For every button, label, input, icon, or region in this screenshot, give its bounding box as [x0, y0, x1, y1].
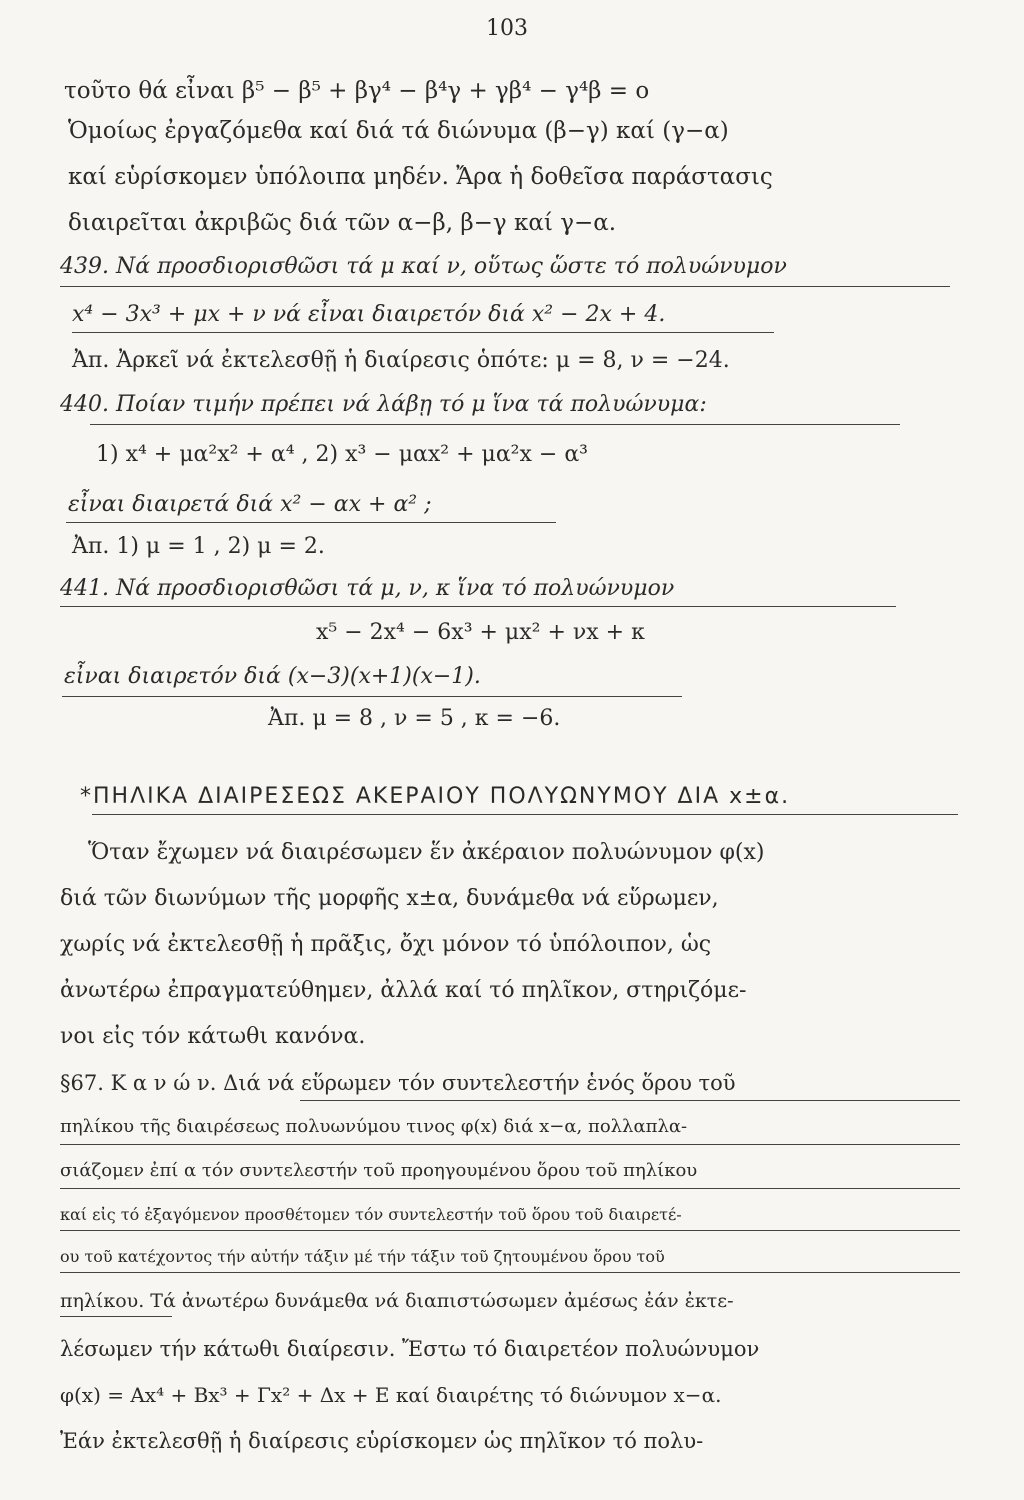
rule-para-line-7: λέσωμεν τήν κάτωθι διαίρεσιν. Ἔστω τό διαιρετέον πολυώνυμον [60, 1337, 760, 1361]
underline-439a [60, 286, 950, 287]
page-number: 103 [486, 16, 528, 41]
rule-para-line-9: Ἐάν ἐκτελεσθῇ ἡ διαίρεσις εὑρίσκομεν ὡς πηλῖκον τό πολυ- [60, 1429, 704, 1453]
rule-underline-4 [60, 1230, 960, 1231]
para-line-1: Ὅταν ἔχωμεν νά διαιρέσωμεν ἕν ἀκέραιον πολυώνυμον φ(x) [88, 840, 765, 865]
underline-440a [90, 424, 900, 425]
underline-441a [60, 606, 896, 607]
exercise-441-polynomial: x⁵ − 2x⁴ − 6x³ + μx² + νx + κ [316, 620, 645, 645]
underline-441b [62, 696, 682, 697]
underline-440b [66, 522, 556, 523]
para-line-4: ἀνωτέρω ἐπραγματεύθημεν, ἀλλά καί τό πηλῖκον, στηριζόμε- [60, 978, 747, 1003]
rule-underline-3 [60, 1188, 960, 1189]
exercise-440-title: 440. Ποίαν τιμήν πρέπει νά λάβῃ τό μ ἵνα τά πολυώνυμα: [60, 392, 707, 417]
rule-para-line-5: ου τοῦ κατέχοντος τήν αὐτήν τάξιν μέ τήν τάξιν τοῦ ζητουμένου ὅρου τοῦ [60, 1247, 665, 1266]
text-line-1: τοῦτο θά εἶναι β⁵ − β⁵ + βγ⁴ − β⁴γ + γβ⁴ − γ⁴β = ο [64, 78, 650, 104]
exercise-440-question: εἶναι διαιρετά διά x² − αx + α² ; [68, 492, 432, 517]
rule-underline-2 [60, 1144, 960, 1145]
para-line-2: διά τῶν διωνύμων τῆς μορφῆς x±α, δυνάμεθα νά εὕρωμεν, [60, 886, 719, 911]
text-line-3: καί εὑρίσκομεν ὑπόλοιπα μηδέν. Ἄρα ἡ δοθεῖσα παράστασις [68, 164, 773, 190]
answer-441: Ἀπ. μ = 8 , ν = 5 , κ = −6. [268, 706, 561, 731]
para-line-3: χωρίς νά ἐκτελεσθῇ ἡ πρᾶξις, ὄχι μόνον τό ὑπόλοιπον, ὡς [60, 932, 712, 957]
rule-underline-6 [60, 1316, 172, 1317]
section-heading: *ΠΗΛΙΚΑ ΔΙΑΙΡΕΣΕΩΣ ΑΚΕΡΑΙΟΥ ΠΟΛΥΩΝΥΜΟΥ ΔΙΑ x±α. [80, 784, 791, 809]
exercise-441-divisor: εἶναι διαιρετόν διά (x−3)(x+1)(x−1). [64, 664, 481, 689]
section-heading-underline [92, 814, 958, 815]
exercise-439-polynomial: x⁴ − 3x³ + μx + ν νά εἶναι διαιρετόν διά x² − 2x + 4. [72, 302, 666, 327]
rule-para-line-8: φ(x) = Ax⁴ + Bx³ + Γx² + Δx + E καί διαιρέτης τό διώνυμον x−α. [60, 1383, 722, 1407]
rule-para-line-1: §67. Κ α ν ώ ν. Διά νά εὕρωμεν τόν συντελεστήν ἑνός ὅρου τοῦ [60, 1071, 736, 1095]
rule-para-line-4: καί εἰς τό ἐξαγόμενον προσθέτομεν τόν συντελεστήν τοῦ ὅρου τοῦ διαιρετέ- [60, 1205, 682, 1224]
rule-para-line-2: πηλίκου τῆς διαιρέσεως πολυωνύμου τινος φ(x) διά x−α, πολλαπλα- [60, 1116, 688, 1137]
answer-439: Ἀπ. Ἀρκεῖ νά ἐκτελεσθῇ ἡ διαίρεσις ὁπότε: μ = 8, ν = −24. [72, 348, 730, 373]
rule-underline-5 [60, 1272, 960, 1273]
rule-para-line-3: σιάζομεν ἐπί α τόν συντελεστήν τοῦ προηγουμένου ὅρου τοῦ πηλίκου [60, 1160, 698, 1181]
text-line-2: Ὁμοίως ἐργαζόμεθα καί διά τά διώνυμα (β−γ) καί (γ−α) [68, 118, 729, 144]
exercise-441-title: 441. Νά προσδιορισθῶσι τά μ, ν, κ ἵνα τό πολυώνυμον [60, 576, 675, 601]
text-line-4: διαιρεῖται ἀκριβῶς διά τῶν α−β, β−γ καί γ−α. [68, 210, 617, 236]
answer-440: Ἀπ. 1) μ = 1 , 2) μ = 2. [72, 534, 325, 559]
exercise-439-title: 439. Νά προσδιορισθῶσι τά μ καί ν, οὕτως ὥστε τό πολυώνυμον [60, 254, 787, 279]
para-line-5: νοι εἰς τόν κάτωθι κανόνα. [60, 1024, 366, 1049]
rule-para-line-6: πηλίκου. Τά ἀνωτέρω δυνάμεθα νά διαπιστώσωμεν ἀμέσως ἐάν ἐκτε- [60, 1290, 734, 1312]
exercise-440-polynomials: 1) x⁴ + μα²x² + α⁴ , 2) x³ − μαx² + μα²x − α³ [96, 442, 588, 467]
rule-underline-1 [300, 1100, 960, 1101]
underline-439b [72, 332, 774, 333]
